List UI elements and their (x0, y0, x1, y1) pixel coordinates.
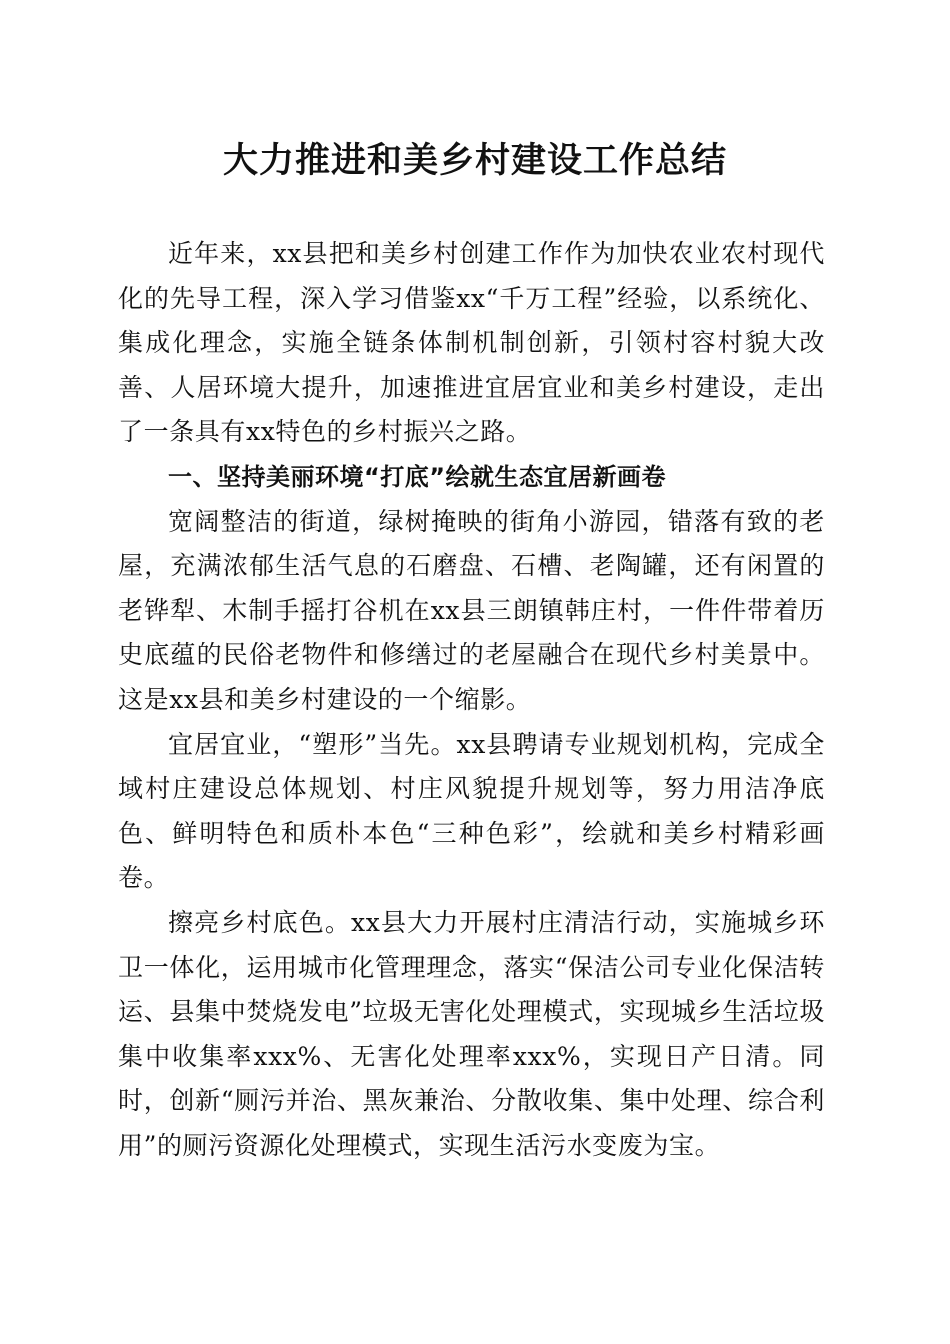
intro-paragraph: 近年来，xx县把和美乡村创建工作作为加快农业农村现代化的先导工程，深入学习借鉴xx“千万工程”经验，以系统化、集成化理念，实施全链条体制机制创新，引领村容村貌大改善、人居环境大提升，加速推进宜居宜业和美乡村建设，走出了一条具有xx特色的乡村振兴之路。 (118, 239, 825, 447)
section1-paragraph-1: 宽阔整洁的街道，绿树掩映的街角小游园，错落有致的老屋，充满浓郁生活气息的石磨盘、石槽、老陶罐，还有闲置的老铧犁、木制手摇打谷机在xx县三朗镇韩庄村，一件件带着历史底蕴的民俗老物件和修缮过的老屋融合在现代乡村美景中。这是xx县和美乡村建设的一个缩影。 (118, 506, 825, 714)
section-heading-1: 一、坚持美丽环境“打底”绘就生态宜居新画卷 (168, 462, 667, 491)
document-body (118, 232, 825, 1168)
document-title: 大力推进和美乡村建设工作总结 (222, 141, 727, 181)
section1-paragraph-2: 宜居宜业，“塑形”当先。xx县聘请专业规划机构，完成全域村庄建设总体规划、村庄风貌提升规划等，努力用洁净底色、鲜明特色和质朴本色“三种色彩”，绘就和美乡村精彩画卷。 (118, 729, 825, 893)
section1-paragraph-3: 擦亮乡村底色。xx县大力开展村庄清洁行动，实施城乡环卫一体化，运用城市化管理理念，落实“保洁公司专业化保洁转运、县集中焚烧发电”垃圾无害化处理模式，实现城乡生活垃圾集中收集率xxx%、无害化处理率xxx%，实现日产日清。同时，创新“厕污并治、黑灰兼治、分散收集、集中处理、综合利用”的厕污资源化处理模式，实现生活污水变废为宝。 (118, 907, 825, 1160)
